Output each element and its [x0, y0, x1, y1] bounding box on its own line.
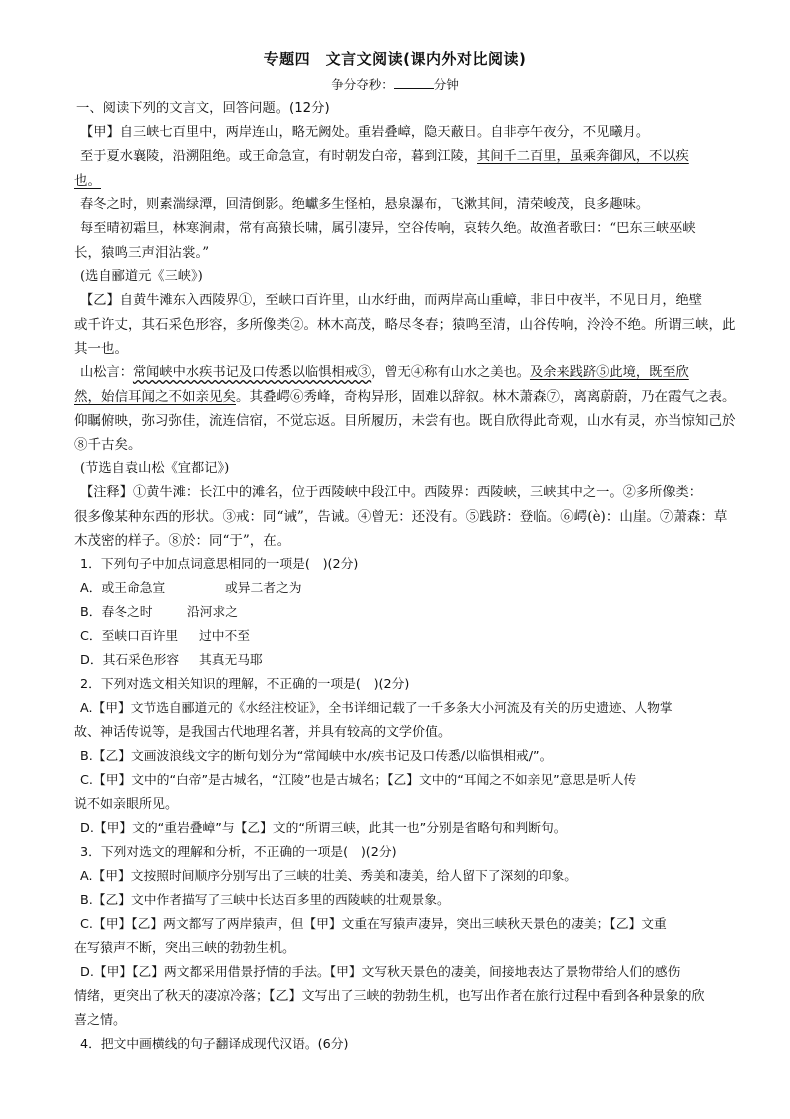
question-2: 2．下列对选文相关知识的理解，不正确的一项是( )(2分) [80, 677, 410, 692]
jia-para3-line1: 春冬之时，则素湍绿潭，回清倒影。绝巘多生怪柏，悬泉瀑布，飞漱其间，清荣峻茂，良多趣味。 [80, 197, 650, 212]
yi-para2-line2 [74, 385, 742, 409]
yi-para2-line1 [80, 361, 748, 385]
q1-option-c-right: 过中不至 [199, 629, 250, 644]
q2-option-d[interactable]: D.【甲】文的“重岩叠嶂”与【乙】文的“所谓三峡，此其一也”分别是省略句和判断句。 [80, 821, 567, 836]
yi-wavy-sentence: 常闻峡中水疾书记及口传悉以临惧相戒③ [132, 365, 372, 380]
q1-option-b-right: 沿河求之 [187, 605, 238, 620]
q3-option-d-line3: 喜之情。 [74, 1013, 127, 1028]
question-1: 1．下列句子中加点词意思相同的一项是( )(2分) [80, 557, 359, 572]
yi-para1-line2: 或千许丈，其石采色形容，多所像类②。林木高茂，略尽冬春；猿鸣至清，山谷传响，泠泠不绝。所谓三峡，此 [74, 317, 736, 333]
q1-option-c[interactable] [80, 625, 748, 649]
jia-para2-line1 [80, 145, 748, 169]
jia-para1-line1: 【甲】自三峡七百里中，两岸连山，略无阙处。重岩叠嶂，隐天蔽日。自非亭午夜分，不见曦月。 [80, 125, 650, 140]
q2-option-c-line2: 说不如亲眼所见。 [74, 797, 179, 812]
jia-underlined-sentence-end: 也。 [74, 173, 101, 189]
yi-para2-mid: ，曾无④称有山水之美也。 [371, 365, 530, 380]
q2-option-a-line2: 故、神话传说等，是我国古代地理名著，并具有较高的文学价值。 [74, 725, 452, 740]
q1-option-a-right: 或异二者之为 [225, 581, 302, 596]
timer-label: 争分夺秒： [331, 77, 394, 92]
q1-option-d-left: D．其石采色形容 [80, 653, 180, 668]
jia-para4-line2: 长，猿鸣三声泪沾裳。” [74, 245, 210, 261]
jia-para4-line1: 每至晴初霜旦，林寒涧肃，常有高猿长啸，属引凄异，空谷传响，哀转久绝。故渔者歌曰：“巴东三峡巫峡 [80, 221, 696, 236]
q1-option-d-right: 其真无马耶 [199, 653, 263, 668]
yi-para1-line1: 【乙】自黄牛滩东入西陵界①，至峡口百许里，山水纡曲，而两岸高山重嶂，非日中夜半，不见日月，绝壁 [80, 293, 703, 308]
q1-option-b-left: B．春冬之时 [80, 605, 153, 620]
notes-line3: 木茂密的样子。⑧於：同“于”，在。 [74, 533, 291, 549]
question-3: 3．下列对选文的理解和分析，不正确的一项是( )(2分) [80, 845, 397, 860]
q3-option-d-line2: 情绪，更突出了秋天的凄凉冷落；【乙】文写出了三峡的勃勃生机，也写出作者在旅行过程中看到各种景象的欣 [74, 989, 705, 1004]
q1-option-a[interactable] [80, 577, 748, 601]
q2-option-a-line1[interactable]: A.【甲】文节选自郦道元的《水经注校证》，全书详细记载了一千多条大小河流及有关的历史遗迹、人物掌 [80, 701, 673, 716]
q1-option-a-left: A．或王命急宣 [80, 581, 166, 596]
timer-line [0, 75, 790, 93]
page-title: 专题四 文言文阅读(课内外对比阅读) [263, 50, 527, 68]
notes-line1: 【注释】①黄牛滩：长江中的滩名，位于西陵峡中段江中。西陵界：西陵峡，三峡其中之一。②多所像类： [80, 485, 703, 500]
jia-source: (选自郦道元《三峡》) [80, 269, 203, 284]
timer-unit: 分钟 [433, 77, 459, 92]
notes-line2: 很多像某种东西的形状。③戒：同“诫”，告诫。④曾无：还没有。⑤践跻：登临。⑥崿(è)：山崖。⑦萧森：草 [74, 509, 728, 525]
q3-option-c-line2: 在写猿声不断，突出三峡的勃勃生机。 [74, 941, 296, 956]
q2-option-c-line1[interactable]: C.【甲】文中的“白帝”是古城名，“江陵”也是古城名；【乙】文中的“耳闻之不如亲见”意思是听人传 [80, 773, 637, 788]
timer-blank[interactable] [394, 76, 434, 89]
jia-underlined-sentence: 其间千二百里，虽乘奔御风，不以疾 [477, 149, 689, 164]
yi-para2-line4: ⑧千古矣。 [74, 437, 142, 453]
q1-option-b[interactable] [80, 601, 748, 625]
question-4: 4．把文中画横线的句子翻译成现代汉语。(6分) [80, 1037, 349, 1052]
q1-option-c-left: C．至峡口百许里 [80, 629, 179, 644]
jia-para2-line2 [74, 169, 742, 193]
q1-option-d[interactable] [80, 649, 748, 673]
q3-option-d-line1[interactable]: D.【甲】【乙】两文都采用借景抒情的手法。【甲】文写秋天景色的凄美，间接地表达了景物带给人们的感伤 [80, 965, 681, 980]
yi-para2-rest: 。其叠崿⑥秀峰，奇构异形，固难以辞叙。林木萧森⑦，离离蔚蔚，乃在霞气之表。 [236, 389, 736, 405]
q2-option-b[interactable]: B.【乙】文画波浪线文字的断句划分为“常闻峡中水/疾书记及口传悉/以临惧相戒/”。 [80, 749, 553, 764]
section-heading: 一、阅读下列的文言文，回答问题。(12分) [76, 101, 330, 116]
q3-option-c-line1[interactable]: C.【甲】【乙】两文都写了两岸猿声，但【甲】文重在写猿声凄异，突出三峡秋天景色的凄美；【乙】文重 [80, 917, 667, 932]
yi-para1-line3: 其一也。 [74, 341, 128, 357]
yi-underlined-sentence-end: 然，始信耳闻之不如亲见矣 [74, 389, 236, 405]
yi-para2-line3: 仰瞩俯映，弥习弥佳，流连信宿，不觉忘返。目所履历，未尝有也。既自欣得此奇观，山水有灵，亦当惊知己於 [74, 413, 736, 429]
yi-underlined-sentence: 及余来践跻⑤此境，既至欣 [529, 365, 689, 380]
q3-option-a[interactable]: A.【甲】文按照时间顺序分别写出了三峡的壮美、秀美和凄美，给人留下了深刻的印象。 [80, 869, 578, 884]
q3-option-b[interactable]: B.【乙】文中作者描写了三峡中长达百多里的西陵峡的壮观景象。 [80, 893, 450, 908]
yi-source: (节选自袁山松《宜都记》) [80, 461, 230, 476]
jia-para2-text: 至于夏水襄陵，沿溯阻绝。或王命急宣，有时朝发白帝，暮到江陵， [80, 149, 478, 164]
yi-para2-lead: 山松言： [80, 365, 133, 380]
